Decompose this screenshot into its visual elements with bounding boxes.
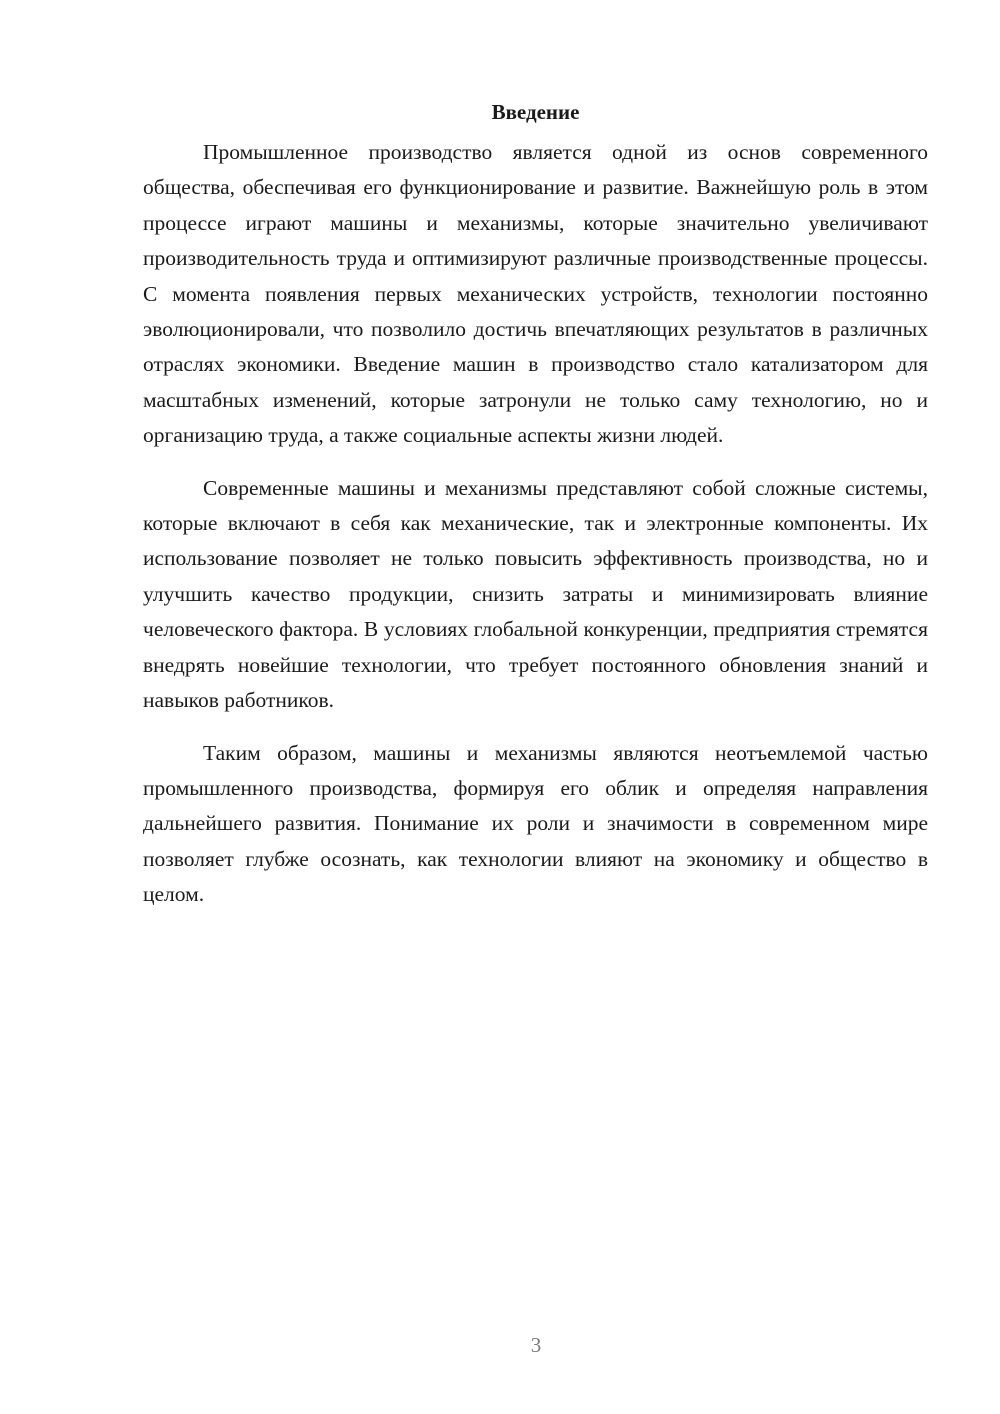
paragraph-1: Промышленное производство является одной из основ современного общества, обеспечивая его функционирование и развитие. Важнейшую роль в этом процессе играют машины и механизмы, которые значительно увеличивают производительность труда и оптимизируют различные производственные процессы. С момента появления первых механических устройств, технологии постоянно эволюционировали, что позволило достичь впечатляющих результатов в различных отраслях экономики. Введение машин в производство стало катализатором для масштабных изменений, которые затронули не только саму технологию, но и организацию труда, а также социальные аспекты жизни людей. — [143, 140, 928, 448]
page-content — [143, 94, 928, 930]
page-number: 3 — [530, 1333, 542, 1357]
paragraph-2: Современные машины и механизмы представляют собой сложные системы, которые включают в себя как механические, так и электронные компоненты. Их использование позволяет не только повысить эффективность производства, но и улучшить качество продукции, снизить затраты и минимизировать влияние человеческого фактора. В условиях глобальной конкуренции, предприятия стремятся внедрять новейшие технологии, что требует постоянного обновления знаний и навыков работников. — [143, 475, 928, 713]
section-title: Введение — [491, 100, 580, 124]
paragraph-3: Таким образом, машины и механизмы являются неотъемлемой частью промышленного производства, формируя его облик и определяя направления дальнейшего развития. Понимание их роли и значимости в современном мире позволяет глубже осознать, как технологии влияют на экономику и общество в целом. — [143, 740, 928, 907]
